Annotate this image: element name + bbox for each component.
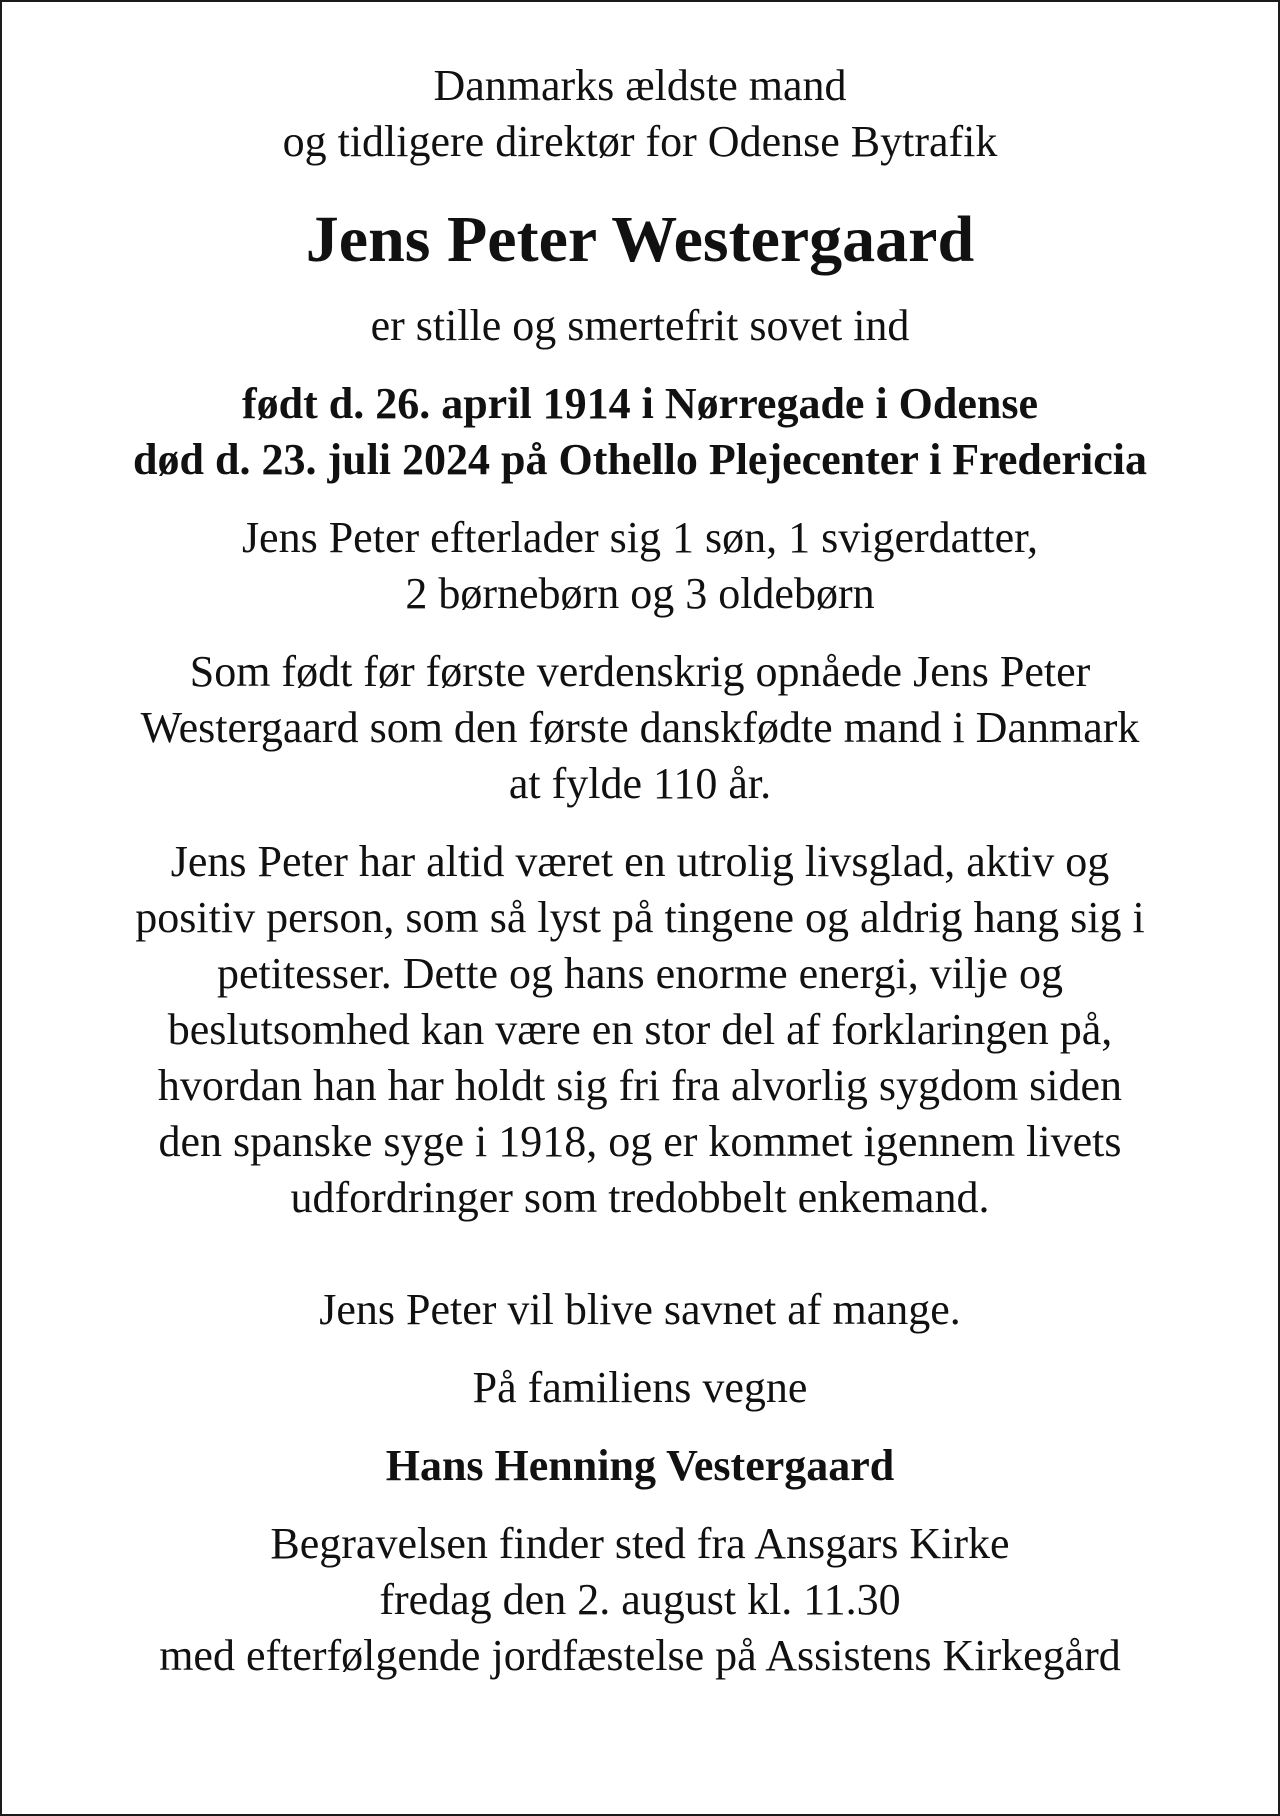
headline-line: Danmarks ældste mand [433,61,847,110]
tribute-line: den spanske syge i 1918, og er kommet igennem livets [158,1117,1122,1166]
survivors-line: Jens Peter efterlader sig 1 søn, 1 svigerdatter, [241,513,1039,562]
milestone-line: Westergaard som den første danskfødte mand i Danmark [140,703,1140,752]
signatory [2,1438,1278,1494]
headline-line: og tidligere direktør for Odense Bytrafik [282,117,998,166]
tribute-line: petitesser. Dette og hans enorme energi, vilje og [217,949,1063,998]
milestone-line: at fylde 110 år. [508,759,772,808]
funeral-line: fredag den 2. august kl. 11.30 [379,1575,901,1624]
funeral-line: med efterfølgende jordfæstelse på Assistens Kirkegård [159,1631,1121,1680]
missed-statement-text: Jens Peter vil blive savnet af mange. [319,1285,961,1334]
tribute-line: hvordan han har holdt sig fri fra alvorlig sygdom siden [157,1061,1123,1110]
tribute-line: beslutsomhed kan være en stor del af forklaringen på, [167,1005,1113,1054]
survivors [2,510,1278,622]
deceased-name [2,200,1278,280]
birth-date-line: født d. 26. april 1914 i Nørregade i Odense [241,379,1039,428]
missed-statement [2,1282,1278,1338]
deceased-name-text: Jens Peter Westergaard [305,203,975,276]
funeral-line: Begravelsen finder sted fra Ansgars Kirke [270,1519,1010,1568]
life-dates [2,376,1278,488]
on-behalf-text: På familiens vegne [472,1363,808,1412]
on-behalf [2,1360,1278,1416]
milestone-line: Som født før første verdenskrig opnåede Jens Peter [189,647,1091,696]
passing-statement [2,298,1278,354]
tribute-line: udfordringer som tredobbelt enkemand. [290,1173,990,1222]
headline [2,58,1278,170]
death-date-line: død d. 23. juli 2024 på Othello Plejecenter i Fredericia [133,435,1147,484]
survivors-line: 2 børnebørn og 3 oldebørn [405,569,875,618]
tribute-line: Jens Peter har altid været en utrolig livsglad, aktiv og [170,837,1110,886]
tribute-line: positiv person, som så lyst på tingene og aldrig hang sig i [135,893,1145,942]
milestone [2,644,1278,812]
funeral-details [2,1516,1278,1684]
tribute [2,834,1278,1226]
signatory-name: Hans Henning Vestergaard [385,1441,895,1490]
passing-statement-text: er stille og smertefrit sovet ind [370,301,910,350]
